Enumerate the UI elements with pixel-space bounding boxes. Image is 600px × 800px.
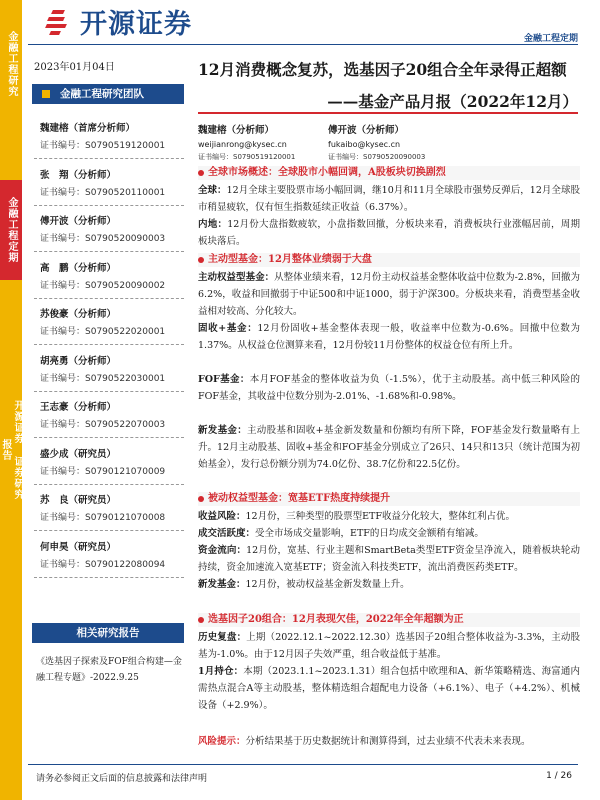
paragraph-text: 12月份固收+基金整体表现一般，收益率中位数为-0.6%。回撤中位数为1.37%。从权益仓位测算来看，12月份较11月份整体的权益仓位有所上升。 [198, 323, 580, 351]
analyst-cert: 证书编号：S0790519120001 [40, 141, 166, 151]
analyst-cert: 证书编号：S0790520090002 [40, 281, 166, 291]
analyst-cert: 证书编号：S0790522030001 [40, 374, 166, 384]
paragraph-text: 12月全球主要股票市场小幅回调，继10月和11月全球股市强势反弹后，12月全球股市稍显疲软，仅有恒生指数延续正收益（6.37%）。 [198, 185, 580, 213]
analyst-separator [34, 530, 184, 531]
body-paragraph [198, 320, 580, 354]
analyst-entry [40, 539, 190, 570]
analyst-name: 王志豪（分析师） [40, 402, 117, 413]
paragraph-lead: 新发基金： [198, 579, 246, 590]
side-tab-label: 开源证券 证券研究报告 [0, 400, 23, 500]
side-tab-type [0, 180, 22, 280]
paragraph-lead: 新发基金： [198, 425, 247, 436]
section-heading: 主动型基金：12月整体业绩弱于大盘 [198, 253, 580, 267]
analyst-cert: 证书编号：S0790520090003 [40, 234, 166, 244]
analyst-separator [34, 158, 184, 159]
page-number: 1 / 26 [546, 771, 572, 781]
body-paragraph [198, 422, 580, 473]
paragraph-lead: 资金流向： [198, 545, 247, 556]
logo-mark-icon [44, 8, 74, 36]
section-heading: 全球市场概述：全球股市小幅回调，A股板块切换剧烈 [198, 166, 580, 180]
analyst-cert: 证书编号：S0790121070008 [40, 513, 166, 523]
analyst-entry [40, 120, 190, 151]
header-divider [28, 44, 578, 45]
body-paragraph [198, 182, 580, 216]
analyst-entry [40, 306, 190, 337]
disclaimer-note: 请务必参阅正文后面的信息披露和法律声明 [36, 774, 208, 784]
analyst-name: 何申昊（研究员） [40, 542, 117, 553]
paragraph-text: 12月份，宽基、行业主题和SmartBeta类型ETF资金呈净流入，随着板块轮动持续，资金加速流入宽基ETF；资金流入科技类ETF，流出消费医药类ETF。 [198, 545, 580, 573]
related-reports-title: 相关研究报告 [32, 623, 184, 643]
report-date: 2023年01月04日 [34, 62, 115, 73]
report-subtitle: ——基金产品月报（2022年12月） [327, 92, 578, 111]
analyst-entry [40, 446, 190, 477]
paragraph-lead: 1月持仓： [198, 666, 244, 677]
paragraph-lead: 固收+基金： [198, 323, 258, 334]
title-divider [198, 112, 578, 114]
paragraph-text: 上期（2022.12.1~2022.12.30）选基因子20组合整体收益为-3.3%，主动股基为-1.0%。由于12月因子失效严重，组合收益低于基准。 [198, 632, 580, 660]
side-tab-label: 金融工程研究 [6, 31, 17, 97]
body-paragraph [198, 576, 580, 593]
body-paragraph [198, 542, 580, 576]
paragraph-lead: 全球： [198, 185, 227, 196]
paragraph-text: 本期（2023.1.1~2023.1.31）组合包括中欧理和A、新华策略精选、海富通内需热点混合A等主动股基，整体精选组合超配电力设备（+6.1%）、电子（+4.2%）、机械设备（+2.9%）。 [198, 666, 580, 711]
analyst-separator [34, 205, 184, 206]
report-title: 12月消费概念复苏，选基因子20组合全年录得正超额 [198, 60, 567, 79]
analyst-name: 傅开波（分析师） [40, 216, 117, 227]
analyst-name: 苏俊豪（分析师） [40, 309, 117, 320]
analyst-cert: 证书编号：S0790522020001 [40, 327, 166, 337]
analyst-entry [40, 492, 190, 523]
related-report-link[interactable]: 《选基因子探索及FOF组合构建—金融工程专题》-2022.9.25 [36, 657, 182, 683]
analyst-name: 胡亮勇（分析师） [40, 356, 117, 367]
analyst-separator [34, 251, 184, 252]
paragraph-text: 本月FOF基金的整体收益为负（-1.5%），优于主动股基。高中低三种风险的FOF基金，其收益中位数分别为-2.01%、-1.68%和-0.98%。 [198, 374, 581, 402]
author-card [198, 122, 295, 162]
body-paragraph [198, 216, 580, 250]
analyst-entry [40, 213, 190, 244]
paragraph-text: 12月份，被动权益基金新发数量上升。 [245, 579, 410, 590]
analyst-name: 苏 良（研究员） [40, 495, 117, 506]
paragraph-text: 主动股基和固收+基金新发数量和份额均有所下降，FOF基金发行数量略有上升。12月主动股基、固收+基金和FOF基金分别成立了26只、14只和13只（统计范围为初始基金），发行总份额分别为74.0亿份、38.7亿份和22.5亿份。 [198, 425, 580, 470]
paragraph-text: 12月份，三种类型的股票型ETF收益分化较大，整体红利占优。 [245, 511, 515, 522]
author-card [328, 122, 425, 162]
author-email[interactable]: weijianrong@kysec.cn [198, 140, 287, 149]
analyst-cert: 证书编号：S0790121070009 [40, 467, 166, 477]
author-email[interactable]: fukaibo@kysec.cn [328, 140, 401, 149]
analyst-entry [40, 353, 190, 384]
brand-logo [44, 2, 192, 41]
body-paragraph [198, 663, 580, 714]
logo-text: 开源证券 [80, 9, 192, 40]
analyst-name: 盛少成（研究员） [40, 449, 117, 460]
paragraph-text: 分析结果基于历史数据统计和测算得到，过去业绩不代表未来表现。 [245, 736, 531, 747]
paragraph-text: 12月份大盘指数疲软，小盘指数回撤，分板块来看，消费板块行业涨幅居前，周期板块落后。 [198, 219, 580, 247]
analyst-separator [34, 484, 184, 485]
body-paragraph [198, 269, 580, 320]
analyst-separator [34, 298, 184, 299]
side-tab-category [0, 28, 22, 100]
paragraph-lead: 历史复盘： [198, 632, 247, 643]
footer-divider [28, 764, 578, 765]
analyst-entry [40, 167, 190, 198]
paragraph-lead: 成交活跃度： [198, 528, 256, 539]
risk-note [198, 733, 580, 750]
authors-block [198, 122, 578, 160]
body-paragraph [198, 629, 580, 663]
author-name: 魏建榕（分析师） [198, 125, 275, 136]
analyst-cert: 证书编号：S0790122080094 [40, 560, 166, 570]
side-tab-label: 金融工程定期 [6, 197, 17, 263]
section-heading: 选基因子20组合：12月表现欠佳，2022年全年超额为正 [198, 613, 580, 627]
author-name: 傅开波（分析师） [328, 125, 405, 136]
paragraph-lead: 主动权益型基金： [198, 272, 275, 283]
analyst-name: 魏建榕（首席分析师） [40, 123, 136, 134]
analyst-separator [34, 391, 184, 392]
report-category-tag: 金融工程定期 [523, 34, 578, 44]
paragraph-lead: 内地： [198, 219, 228, 230]
analyst-entry [40, 399, 190, 430]
risk-heading: 风险提示： [198, 736, 246, 747]
side-tab-broker [0, 400, 22, 500]
author-cert: 证书编号：S0790519120001 [198, 153, 296, 161]
paragraph-lead: FOF基金： [198, 374, 250, 385]
section-heading: 被动权益型基金：宽基ETF热度持续提升 [198, 492, 580, 506]
analyst-name: 高 鹏（分析师） [40, 263, 117, 274]
analyst-entry [40, 260, 190, 291]
analyst-cert: 证书编号：S0790520110001 [40, 188, 166, 198]
analyst-cert: 证书编号：S0790522070003 [40, 420, 166, 430]
analyst-separator [34, 577, 184, 578]
body-paragraph [198, 508, 580, 525]
body-paragraph [198, 525, 580, 542]
body-paragraph [198, 371, 580, 405]
author-cert: 证书编号：S0790520090003 [328, 153, 426, 161]
analyst-separator [34, 344, 184, 345]
analyst-separator [34, 437, 184, 438]
paragraph-text: 从整体业绩来看，12月份主动权益基金整体收益中位数为-2.8%，回撤为6.2%，收益和回撤弱于中证500和中证1000，弱于沪深300。分板块来看，消费型基金收益相对较高、分化较大。 [198, 272, 580, 317]
analyst-name: 张 翔（分析师） [40, 170, 117, 181]
paragraph-text: 受全市场成交量影响，ETF的日均成交金额稍有缩减。 [255, 528, 484, 539]
paragraph-lead: 收益风险： [198, 511, 246, 522]
team-section-title: 金融工程研究团队 [32, 84, 184, 104]
